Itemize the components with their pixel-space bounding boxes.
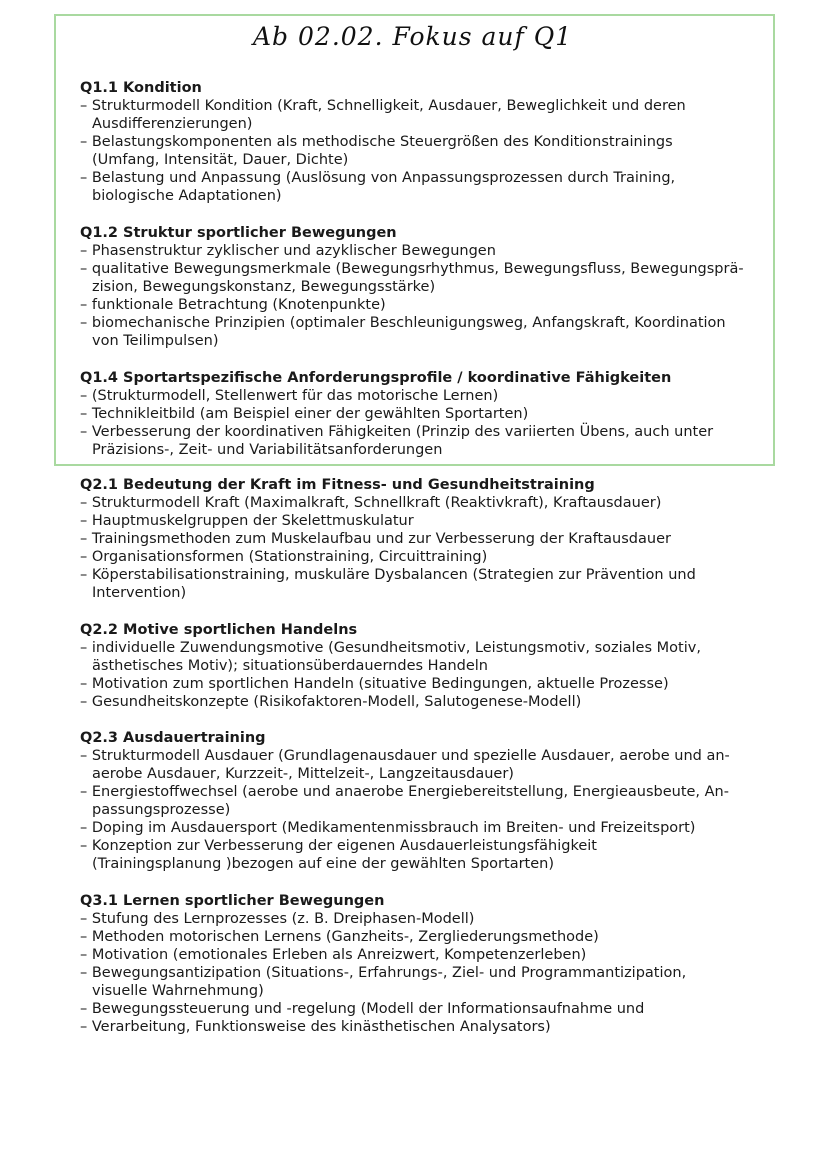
item-text-continued: von Teilimpulsen)	[92, 333, 219, 349]
section-3	[80, 369, 770, 459]
handwritten-note: Ab 02.02. Fokus auf Q1	[253, 22, 573, 51]
item-text: Motivation (emotionales Erleben als Anreizwert, Kompetenzerleben)	[91, 947, 587, 963]
item-text: (Strukturmodell, Stellenwert für das motorische Lernen)	[91, 388, 499, 404]
list-item	[80, 387, 770, 405]
list-item	[80, 964, 770, 1000]
item-text: Belastungskomponenten als methodische Steuergrößen des Konditionstrainings	[91, 134, 673, 150]
section-1	[80, 79, 770, 205]
list-item	[80, 566, 770, 602]
item-text: biomechanische Prinzipien (optimaler Beschleunigungsweg, Anfangskraft, Koordination	[91, 315, 726, 331]
item-text: Methoden motorischen Lernens (Ganzheits-, Zergliederungsmethode)	[91, 929, 599, 945]
section-2	[80, 224, 770, 350]
list-item	[80, 783, 770, 819]
list-item	[80, 1018, 770, 1036]
item-text: Konzeption zur Verbesserung der eigenen Ausdauerleistungsfähigkeit	[91, 838, 597, 854]
item-text: funktionale Betrachtung (Knotenpunkte)	[91, 297, 386, 313]
list-item	[80, 819, 770, 837]
section-title: Q3.1 Lernen sportlicher Bewegungen	[80, 893, 385, 909]
item-list	[80, 242, 770, 350]
list-item	[80, 405, 770, 423]
item-list	[80, 639, 770, 711]
list-item	[80, 1000, 770, 1018]
list-item	[80, 837, 770, 873]
item-text: Köperstabilisationstraining, muskuläre Dysbalancen (Strategien zur Prävention und	[91, 567, 696, 583]
section-title: Q1.2 Struktur sportlicher Bewegungen	[80, 225, 397, 241]
item-text: Belastung und Anpassung (Auslösung von Anpassungsprozessen durch Training,	[91, 170, 676, 186]
item-text: Phasenstruktur zyklischer und azyklischer Bewegungen	[91, 243, 496, 259]
list-item	[80, 946, 770, 964]
section-title: Q1.1 Kondition	[80, 80, 202, 96]
list-item	[80, 260, 770, 296]
item-text: Bewegungssteuerung und -regelung (Modell der Informationsaufnahme und	[91, 1001, 645, 1017]
item-list	[80, 910, 770, 1036]
item-text-continued: biologische Adaptationen)	[92, 188, 282, 204]
list-item	[80, 639, 770, 675]
section-6	[80, 729, 770, 873]
item-text: Hauptmuskelgruppen der Skelettmuskulatur	[91, 513, 414, 529]
list-item	[80, 242, 770, 260]
item-list	[80, 97, 770, 205]
item-list	[80, 387, 770, 459]
item-text: Trainingsmethoden zum Muskelaufbau und zur Verbesserung der Kraftausdauer	[91, 531, 671, 547]
list-item	[80, 910, 770, 928]
item-text: Energiestoffwechsel (aerobe und anaerobe Energiebereitstellung, Energieausbeute, An-	[91, 784, 729, 800]
item-text-continued: visuelle Wahrnehmung)	[92, 983, 264, 999]
item-text-continued: (Trainingsplanung )bezogen auf eine der gewählten Sportarten)	[92, 856, 554, 872]
section-7	[80, 892, 770, 1036]
item-text: Stufung des Lernprozesses (z. B. Dreiphasen-Modell)	[91, 911, 475, 927]
item-text: Strukturmodell Kondition (Kraft, Schnelligkeit, Ausdauer, Beweglichkeit und deren	[91, 98, 686, 114]
item-text: Doping im Ausdauersport (Medikamentenmissbrauch im Breiten- und Freizeitsport)	[91, 820, 696, 836]
item-text-continued: aerobe Ausdauer, Kurzzeit-, Mittelzeit-, Langzeitausdauer)	[92, 766, 514, 782]
item-text-continued: Präzisions-, Zeit- und Variabilitätsanforderungen	[92, 442, 443, 458]
list-item	[80, 693, 770, 711]
list-item	[80, 296, 770, 314]
list-item	[80, 928, 770, 946]
list-item	[80, 423, 770, 459]
item-text: qualitative Bewegungsmerkmale (Bewegungsrhythmus, Bewegungsfluss, Bewegungsprä-	[91, 261, 744, 277]
item-text: Verarbeitung, Funktionsweise des kinästhetischen Analysators)	[91, 1019, 551, 1035]
list-item	[80, 494, 770, 512]
item-text: Gesundheitskonzepte (Risikofaktoren-Modell, Salutogenese-Modell)	[91, 694, 582, 710]
item-text: Motivation zum sportlichen Handeln (situative Bedingungen, aktuelle Prozesse)	[91, 676, 669, 692]
list-item	[80, 675, 770, 693]
list-item	[80, 169, 770, 205]
item-text: Organisationsformen (Stationstraining, Circuittraining)	[91, 549, 488, 565]
section-title: Q2.1 Bedeutung der Kraft im Fitness- und Gesundheitstraining	[80, 477, 595, 493]
item-text-continued: Intervention)	[92, 585, 187, 601]
item-text: individuelle Zuwendungsmotive (Gesundheitsmotiv, Leistungsmotiv, soziales Motiv,	[91, 640, 701, 656]
list-item	[80, 747, 770, 783]
item-text: Verbesserung der koordinativen Fähigkeiten (Prinzip des variierten Übens, auch unter	[91, 424, 714, 440]
item-text: Bewegungsantizipation (Situations-, Erfahrungs-, Ziel- und Programmantizipation,	[91, 965, 687, 981]
item-text-continued: passungsprozesse)	[92, 802, 231, 818]
section-5	[80, 621, 770, 711]
section-4	[80, 476, 770, 602]
list-item	[80, 314, 770, 350]
item-list	[80, 494, 770, 602]
item-text: Technikleitbild (am Beispiel einer der gewählten Sportarten)	[91, 406, 529, 422]
list-item	[80, 530, 770, 548]
item-text-continued: zision, Bewegungskonstanz, Bewegungsstärke)	[92, 279, 436, 295]
item-text: Strukturmodell Kraft (Maximalkraft, Schnellkraft (Reaktivkraft), Kraftausdauer)	[91, 495, 662, 511]
item-text-continued: ästhetisches Motiv); situationsüberdauerndes Handeln	[92, 658, 488, 674]
list-item	[80, 97, 770, 133]
section-title: Q1.4 Sportartspezifische Anforderungsprofile / koordinative Fähigkeiten	[80, 370, 672, 386]
section-title: Q2.3 Ausdauertraining	[80, 730, 266, 746]
list-item	[80, 133, 770, 169]
item-text-continued: (Umfang, Intensität, Dauer, Dichte)	[92, 152, 349, 168]
list-item	[80, 512, 770, 530]
list-item	[80, 548, 770, 566]
item-text-continued: Ausdifferenzierungen)	[92, 116, 253, 132]
section-title: Q2.2 Motive sportlichen Handelns	[80, 622, 358, 638]
item-list	[80, 747, 770, 873]
item-text: Strukturmodell Ausdauer (Grundlagenausdauer und spezielle Ausdauer, aerobe und an-	[91, 748, 730, 764]
